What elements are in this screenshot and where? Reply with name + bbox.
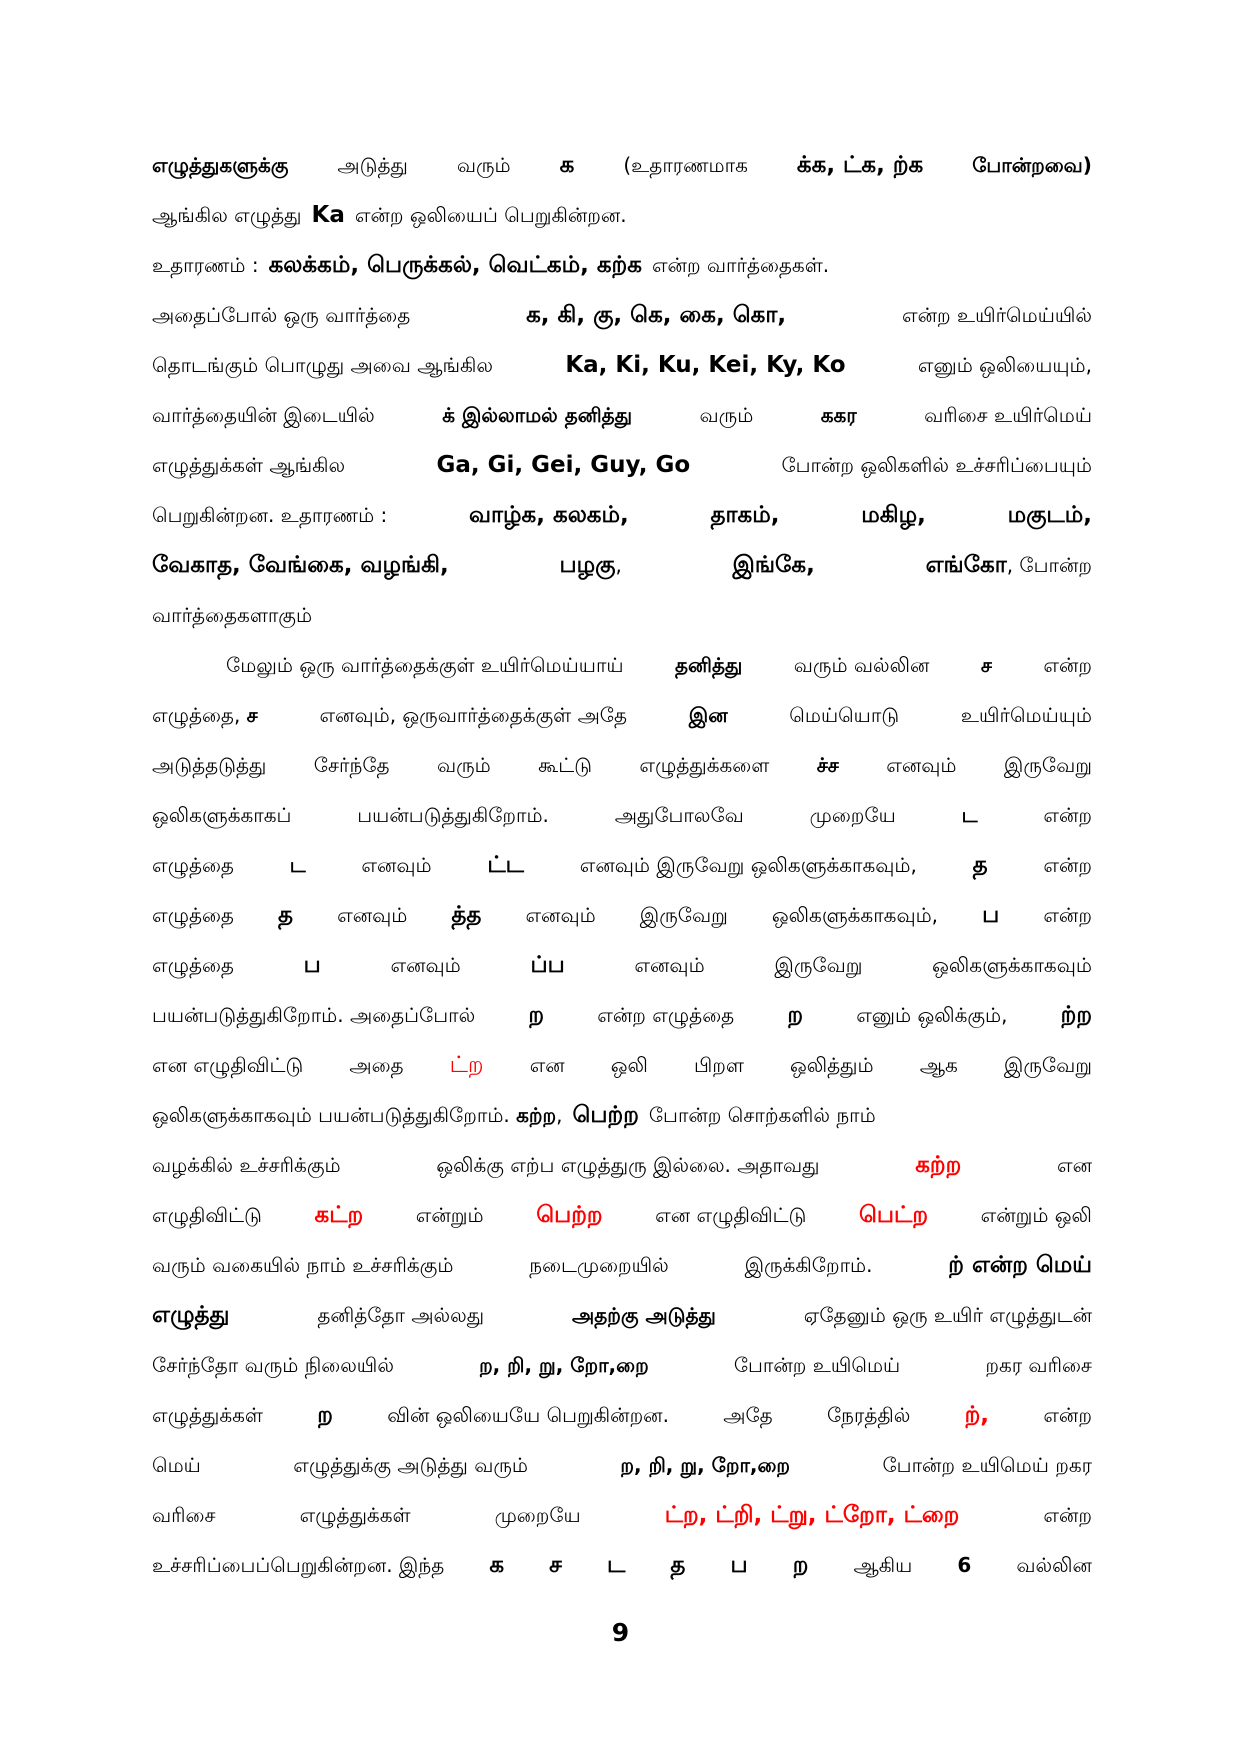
text-run: ஒலிகளுக்காகவும், — [771, 903, 939, 927]
text-run: எனவும் — [525, 903, 596, 927]
text-line — [152, 940, 1092, 990]
text-run: எழுத்தை — [152, 953, 234, 977]
text-run: என்றும் — [415, 1203, 484, 1227]
text-run: பயன்படுத்துகிறோம். அதைப்போல் — [152, 1003, 476, 1027]
text-run: த — [972, 852, 988, 878]
text-run: ஆகிய — [853, 1553, 913, 1577]
text-run: நடைமுறையில் — [529, 1253, 669, 1277]
text-run: வல்லின — [1016, 1553, 1092, 1577]
text-line — [152, 1040, 1092, 1090]
text-run: வரும் — [436, 753, 491, 777]
text-run: கற்ற — [516, 1103, 557, 1127]
text-run: வரிசை — [152, 1503, 216, 1527]
text-run: என — [529, 1053, 565, 1077]
text-run: வாழ்க, கலகம், — [469, 502, 629, 528]
text-run: த்த — [451, 902, 482, 928]
text-run: , — [615, 553, 622, 577]
text-line — [152, 1490, 1092, 1540]
text-line — [152, 1390, 1092, 1440]
text-run: அதற்கு அடுத்து — [571, 1303, 716, 1327]
text-run: மகிழ, — [861, 502, 926, 528]
text-run: ட — [289, 853, 306, 877]
text-run: எனவும் இருவேறு ஒலிகளுக்காகவும், — [579, 853, 917, 877]
text-run: கலக்கம், பெருக்கல், வெட்கம், கற்க — [268, 252, 642, 278]
text-run: க் இல்லாமல் தனித்து — [442, 403, 633, 427]
text-run: , — [556, 1103, 563, 1127]
text-run: அடுத்தடுத்து — [152, 753, 267, 777]
text-run: அதை — [349, 1053, 404, 1077]
text-run: ச்ச — [816, 753, 839, 777]
text-run: முறையே — [494, 1503, 581, 1527]
text-run: ஆக — [919, 1053, 958, 1077]
text-run: ட்ட — [487, 852, 524, 878]
text-line — [152, 1240, 1092, 1290]
text-line — [152, 690, 1092, 740]
text-run: என்ற — [1043, 653, 1092, 677]
text-run: றகர வரிசை — [985, 1353, 1092, 1377]
text-run: க, கி, கு, கெ, கை, கொ, — [526, 302, 787, 328]
text-run: மகுடம், — [1007, 502, 1092, 528]
text-run: எனும் ஒலிக்கும், — [856, 1003, 1008, 1027]
text-run: எழுத்தை — [152, 903, 234, 927]
text-run: ப — [730, 1552, 748, 1578]
text-run: என்ற — [1043, 903, 1092, 927]
text-run: த — [670, 1552, 686, 1578]
text-run: போன்றவை) — [972, 153, 1092, 177]
text-run: எனவும் — [390, 953, 461, 977]
text-run: தனித்தோ அல்லது — [317, 1303, 485, 1327]
text-run: எழுதிவிட்டு — [152, 1203, 262, 1227]
text-run: இங்கே, — [732, 552, 815, 578]
text-run: தனித்து — [675, 653, 743, 677]
text-run: ப — [982, 902, 1000, 928]
text-run: பெறுகின்றன. உதாரணம் : — [152, 503, 388, 527]
text-line — [152, 1090, 1092, 1140]
text-run: இருக்கிறோம். — [744, 1253, 873, 1277]
text-run: ற — [317, 1402, 333, 1428]
text-run: எழுத்து — [152, 1302, 230, 1328]
text-run: என எழுதிவிட்டு — [655, 1203, 807, 1227]
text-line — [152, 1190, 1092, 1240]
text-run: இருவேறு — [774, 953, 863, 977]
text-run: இன — [688, 703, 728, 727]
text-run: ற, றி, று, றோ,றை — [479, 1353, 649, 1377]
text-run: எனவும் — [361, 853, 432, 877]
text-run: மெய்யொடு — [789, 703, 900, 727]
text-run: என எழுதிவிட்டு — [152, 1053, 304, 1077]
text-run: Ga, Gi, Gei, Guy, Go — [436, 452, 691, 478]
text-run: வழக்கில் உச்சரிக்கும் — [152, 1153, 341, 1177]
text-run: அதைப்போல் ஒரு வார்த்தை — [152, 303, 411, 327]
text-run: ச — [980, 653, 992, 677]
text-run: ஒலிக்கு எற்ப எழுத்துரு இல்லை. அதாவது — [436, 1153, 820, 1177]
text-run: பிறள — [694, 1053, 744, 1077]
text-run: கூட்டு — [538, 753, 592, 777]
text-run: அதுபோலவே — [614, 803, 744, 827]
text-run: மேலும் ஒரு வார்த்தைக்குள் உயிர்மெய்யாய் — [226, 653, 624, 677]
text-run: ற — [787, 1002, 803, 1028]
text-line — [152, 640, 1092, 690]
text-run: வரும் — [699, 403, 754, 427]
text-run: பெற்ற — [572, 1102, 639, 1128]
text-run: என்ற எழுத்தை — [597, 1003, 735, 1027]
text-run: எங்கோ — [925, 552, 1007, 578]
text-line — [152, 1540, 1092, 1590]
text-run: வரிசை உயிர்மெய் — [924, 403, 1092, 427]
document-page — [152, 140, 1092, 1590]
text-run: என்ற வார்த்தைகள். — [651, 253, 830, 277]
page-number: 9 — [611, 1618, 630, 1647]
text-line — [152, 440, 1092, 490]
text-line — [152, 340, 1092, 390]
text-line — [152, 140, 1092, 190]
text-run: பெட்ற — [859, 1202, 928, 1228]
text-run: போன்ற உயிமெய் றகர — [882, 1453, 1092, 1477]
text-run: உயிர்மெய்யும் — [960, 703, 1092, 727]
text-run: எழுத்துக்களை — [639, 753, 770, 777]
text-run: நேரத்தில் — [826, 1403, 911, 1427]
text-run: 6 — [957, 1553, 972, 1577]
text-run: ஒலித்தும் — [790, 1053, 874, 1077]
text-run: கட்ற — [314, 1202, 364, 1228]
text-run: ட்ற, ட்றி, ட்று, ட்றோ, ட்றை — [664, 1502, 960, 1528]
text-line — [152, 1140, 1092, 1190]
text-line — [152, 490, 1092, 540]
text-run: என — [1056, 1153, 1092, 1177]
text-run: ட்ற — [449, 1052, 484, 1078]
text-run: முறையே — [809, 803, 896, 827]
text-line — [152, 1340, 1092, 1390]
text-run: கற்ற — [915, 1152, 962, 1178]
text-run: எழுத்தை, — [152, 703, 241, 727]
text-run: க — [489, 1552, 505, 1578]
text-run: பயன்படுத்துகிறோம். — [357, 803, 549, 827]
text-run: எனும் ஒலியையும், — [917, 353, 1092, 377]
text-run: ச — [246, 703, 258, 727]
text-run: அதே — [723, 1403, 773, 1427]
text-run: இருவேறு — [1003, 1053, 1092, 1077]
text-run: எனவும் — [886, 753, 957, 777]
text-line — [152, 1290, 1092, 1340]
text-run: என்ற ஒலியைப் பெறுகின்றன. — [354, 203, 627, 227]
text-run: எழுத்தை — [152, 853, 234, 877]
text-run: ற, றி, று, றோ,றை — [620, 1453, 791, 1477]
text-run: எழுத்துகளுக்கு — [152, 153, 289, 177]
text-line — [152, 240, 1092, 290]
text-run: ட — [961, 803, 978, 827]
text-run: உதாரணம் : — [152, 253, 259, 277]
text-line — [152, 590, 1092, 640]
text-run: Ka, Ki, Ku, Kei, Ky, Ko — [565, 352, 846, 378]
text-run: எனவும் — [634, 953, 705, 977]
text-run: வார்த்தைகளாகும் — [152, 603, 313, 627]
text-run: வேகாத, வேங்கை, வழங்கி, — [152, 552, 449, 578]
text-run: ஒலி — [610, 1053, 648, 1077]
text-run: எழுத்துக்கள் — [152, 1403, 263, 1427]
text-run: Ka — [311, 202, 345, 228]
text-run: உச்சரிப்பைப்பெறுகின்றன. இந்த — [152, 1553, 445, 1577]
text-run: க — [559, 152, 575, 178]
text-run: பழகு — [559, 552, 616, 578]
text-run: என்ற — [1043, 1403, 1092, 1427]
text-run: ற் என்ற மெய் — [948, 1252, 1092, 1278]
text-run: போன்ற ஒலிகளில் உச்சரிப்பையும் — [781, 453, 1092, 477]
text-run: போன்ற உயிமெய் — [733, 1353, 901, 1377]
text-run: எனவும், ஒருவார்த்தைக்குள் அதே — [319, 703, 628, 727]
text-run: மெய் — [152, 1453, 201, 1477]
text-run: போன்ற சொற்களில் நாம் — [648, 1103, 876, 1127]
text-run: வின் ஒலியையே பெறுகின்றன. — [387, 1403, 669, 1427]
text-run: ப — [303, 952, 321, 978]
text-run: த — [278, 902, 294, 928]
text-line — [152, 290, 1092, 340]
text-run: தாகம், — [710, 502, 780, 528]
text-run: என்ற உயிர்மெய்யில் — [901, 303, 1092, 327]
text-run: ஆங்கில எழுத்து — [152, 203, 302, 227]
text-run: எழுத்துக்கு அடுத்து வரும் — [293, 1453, 528, 1477]
text-line — [152, 390, 1092, 440]
text-line — [152, 190, 1092, 240]
text-line — [152, 540, 1092, 590]
text-run: ட — [607, 1552, 626, 1578]
text-run: இருவேறு — [639, 903, 728, 927]
text-run: ஒலிகளுக்காகவும் — [932, 953, 1092, 977]
text-run: ற — [528, 1002, 545, 1028]
text-run: ஒலிகளுக்காகப் — [152, 803, 292, 827]
text-run: இருவேறு — [1003, 753, 1092, 777]
text-line — [152, 990, 1092, 1040]
text-run: தொடங்கும் பொழுது அவை ஆங்கில — [152, 353, 494, 377]
text-run: ககர — [820, 403, 857, 427]
text-run: வார்த்தையின் இடையில் — [152, 403, 375, 427]
text-run: வரும் வல்லின — [793, 653, 930, 677]
text-line — [152, 790, 1092, 840]
text-run: அடுத்து — [337, 153, 408, 177]
text-run: எழுத்துக்கள் — [299, 1503, 411, 1527]
text-run: என்ற — [1043, 853, 1092, 877]
text-run: ப்ப — [530, 952, 565, 978]
text-run: ச — [549, 1552, 562, 1578]
text-run: ஏதேனும் ஒரு உயிர் எழுத்துடன் — [803, 1303, 1092, 1327]
text-run: சேர்ந்தோ வரும் நிலையில் — [152, 1353, 394, 1377]
text-run: எனவும் — [337, 903, 408, 927]
text-run: ற்ற — [1060, 1002, 1092, 1028]
text-run: பெற்ற — [536, 1202, 603, 1228]
text-run: என்ற — [1043, 803, 1092, 827]
text-run: வரும் வகையில் நாம் உச்சரிக்கும் — [152, 1253, 454, 1277]
text-line — [152, 1440, 1092, 1490]
text-run: சேர்ந்தே — [313, 753, 390, 777]
text-run: (உதாரணமாக — [623, 153, 748, 177]
text-run: , போன்ற — [1006, 553, 1092, 577]
text-run: எழுத்துக்கள் ஆங்கில — [152, 453, 346, 477]
text-run: ஒலிகளுக்காகவும் பயன்படுத்துகிறோம். — [152, 1103, 510, 1127]
text-run: என்றும் ஒலி — [980, 1203, 1092, 1227]
text-run: ற — [792, 1552, 809, 1578]
text-line — [152, 740, 1092, 790]
text-run: வரும் — [456, 153, 511, 177]
text-line — [152, 840, 1092, 890]
text-run: என்ற — [1043, 1503, 1092, 1527]
text-run: ற், — [964, 1402, 990, 1428]
text-line — [152, 890, 1092, 940]
text-run: க்க, ட்க, ற்க — [796, 152, 924, 178]
